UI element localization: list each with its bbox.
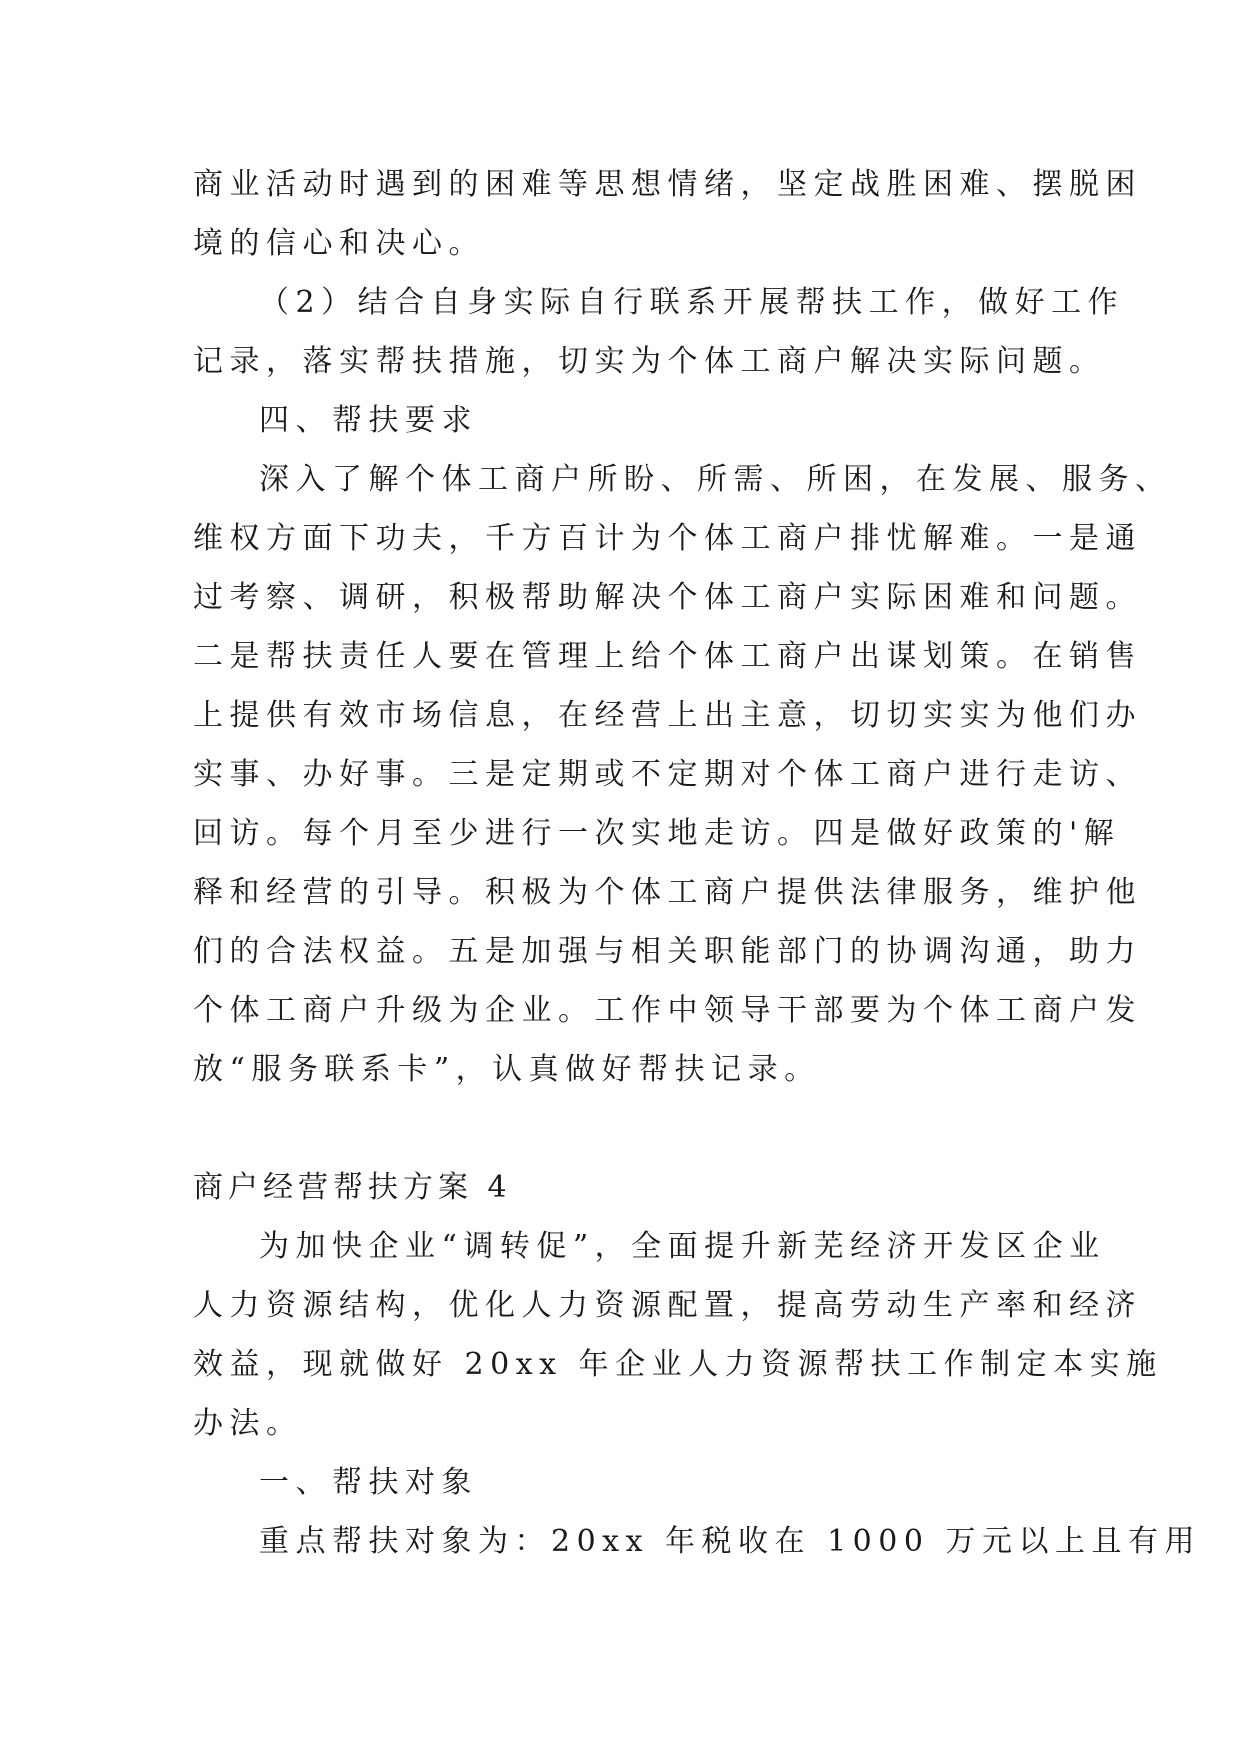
paragraph-line: 放“服务联系卡”，认真做好帮扶记录。 <box>193 1052 821 1087</box>
paragraph-line: 维权方面下功夫，千方百计为个体工商户排忧解难。一是通 <box>193 521 1142 556</box>
paragraph-line: 上提供有效市场信息，在经营上出主意，切切实实为他们办 <box>193 698 1142 733</box>
paragraph-line: 效益，现就做好 20xx 年企业人力资源帮扶工作制定本实施 <box>193 1347 1163 1382</box>
paragraph-line: 过考察、调研，积极帮助解决个体工商户实际困难和问题。 <box>193 580 1142 615</box>
section-title: 商户经营帮扶方案 4 <box>193 1170 512 1205</box>
paragraph-line: 实事、办好事。三是定期或不定期对个体工商户进行走访、 <box>193 757 1142 792</box>
paragraph-line: 释和经营的引导。积极为个体工商户提供法律服务，维护他 <box>193 875 1142 910</box>
paragraph-line: 深入了解个体工商户所盼、所需、所困，在发展、服务、 <box>259 462 1172 497</box>
paragraph-line: 二是帮扶责任人要在管理上给个体工商户出谋划策。在销售 <box>193 639 1142 674</box>
paragraph-line: 记录，落实帮扶措施，切实为个体工商户解决实际问题。 <box>193 344 1106 379</box>
paragraph-line: 办法。 <box>193 1406 303 1441</box>
paragraph-line: 个体工商户升级为企业。工作中领导干部要为个体工商户发 <box>193 993 1142 1028</box>
heading-requirements: 四、帮扶要求 <box>259 403 478 438</box>
paragraph-line: 商业活动时遇到的困难等思想情绪，坚定战胜困难、摆脱困 <box>193 167 1142 202</box>
document-body <box>193 155 1201 1571</box>
paragraph-line: 境的信心和决心。 <box>193 226 485 261</box>
paragraph-line: 回访。每个月至少进行一次实地走访。四是做好政策的'解 <box>193 816 1121 851</box>
paragraph-line: 人力资源结构，优化人力资源配置，提高劳动生产率和经济 <box>193 1288 1142 1323</box>
section-spacer <box>193 1099 1053 1158</box>
heading-targets: 一、帮扶对象 <box>259 1465 478 1500</box>
paragraph-line: 重点帮扶对象为：20xx 年税收在 1000 万元以上且有用 <box>259 1524 1201 1559</box>
paragraph-line: （2）结合自身实际自行联系开展帮扶工作，做好工作 <box>259 285 1125 320</box>
paragraph-line: 们的合法权益。五是加强与相关职能部门的协调沟通，助力 <box>193 934 1142 969</box>
paragraph-line: 为加快企业“调转促”，全面提升新芜经济开发区企业 <box>259 1229 1106 1264</box>
